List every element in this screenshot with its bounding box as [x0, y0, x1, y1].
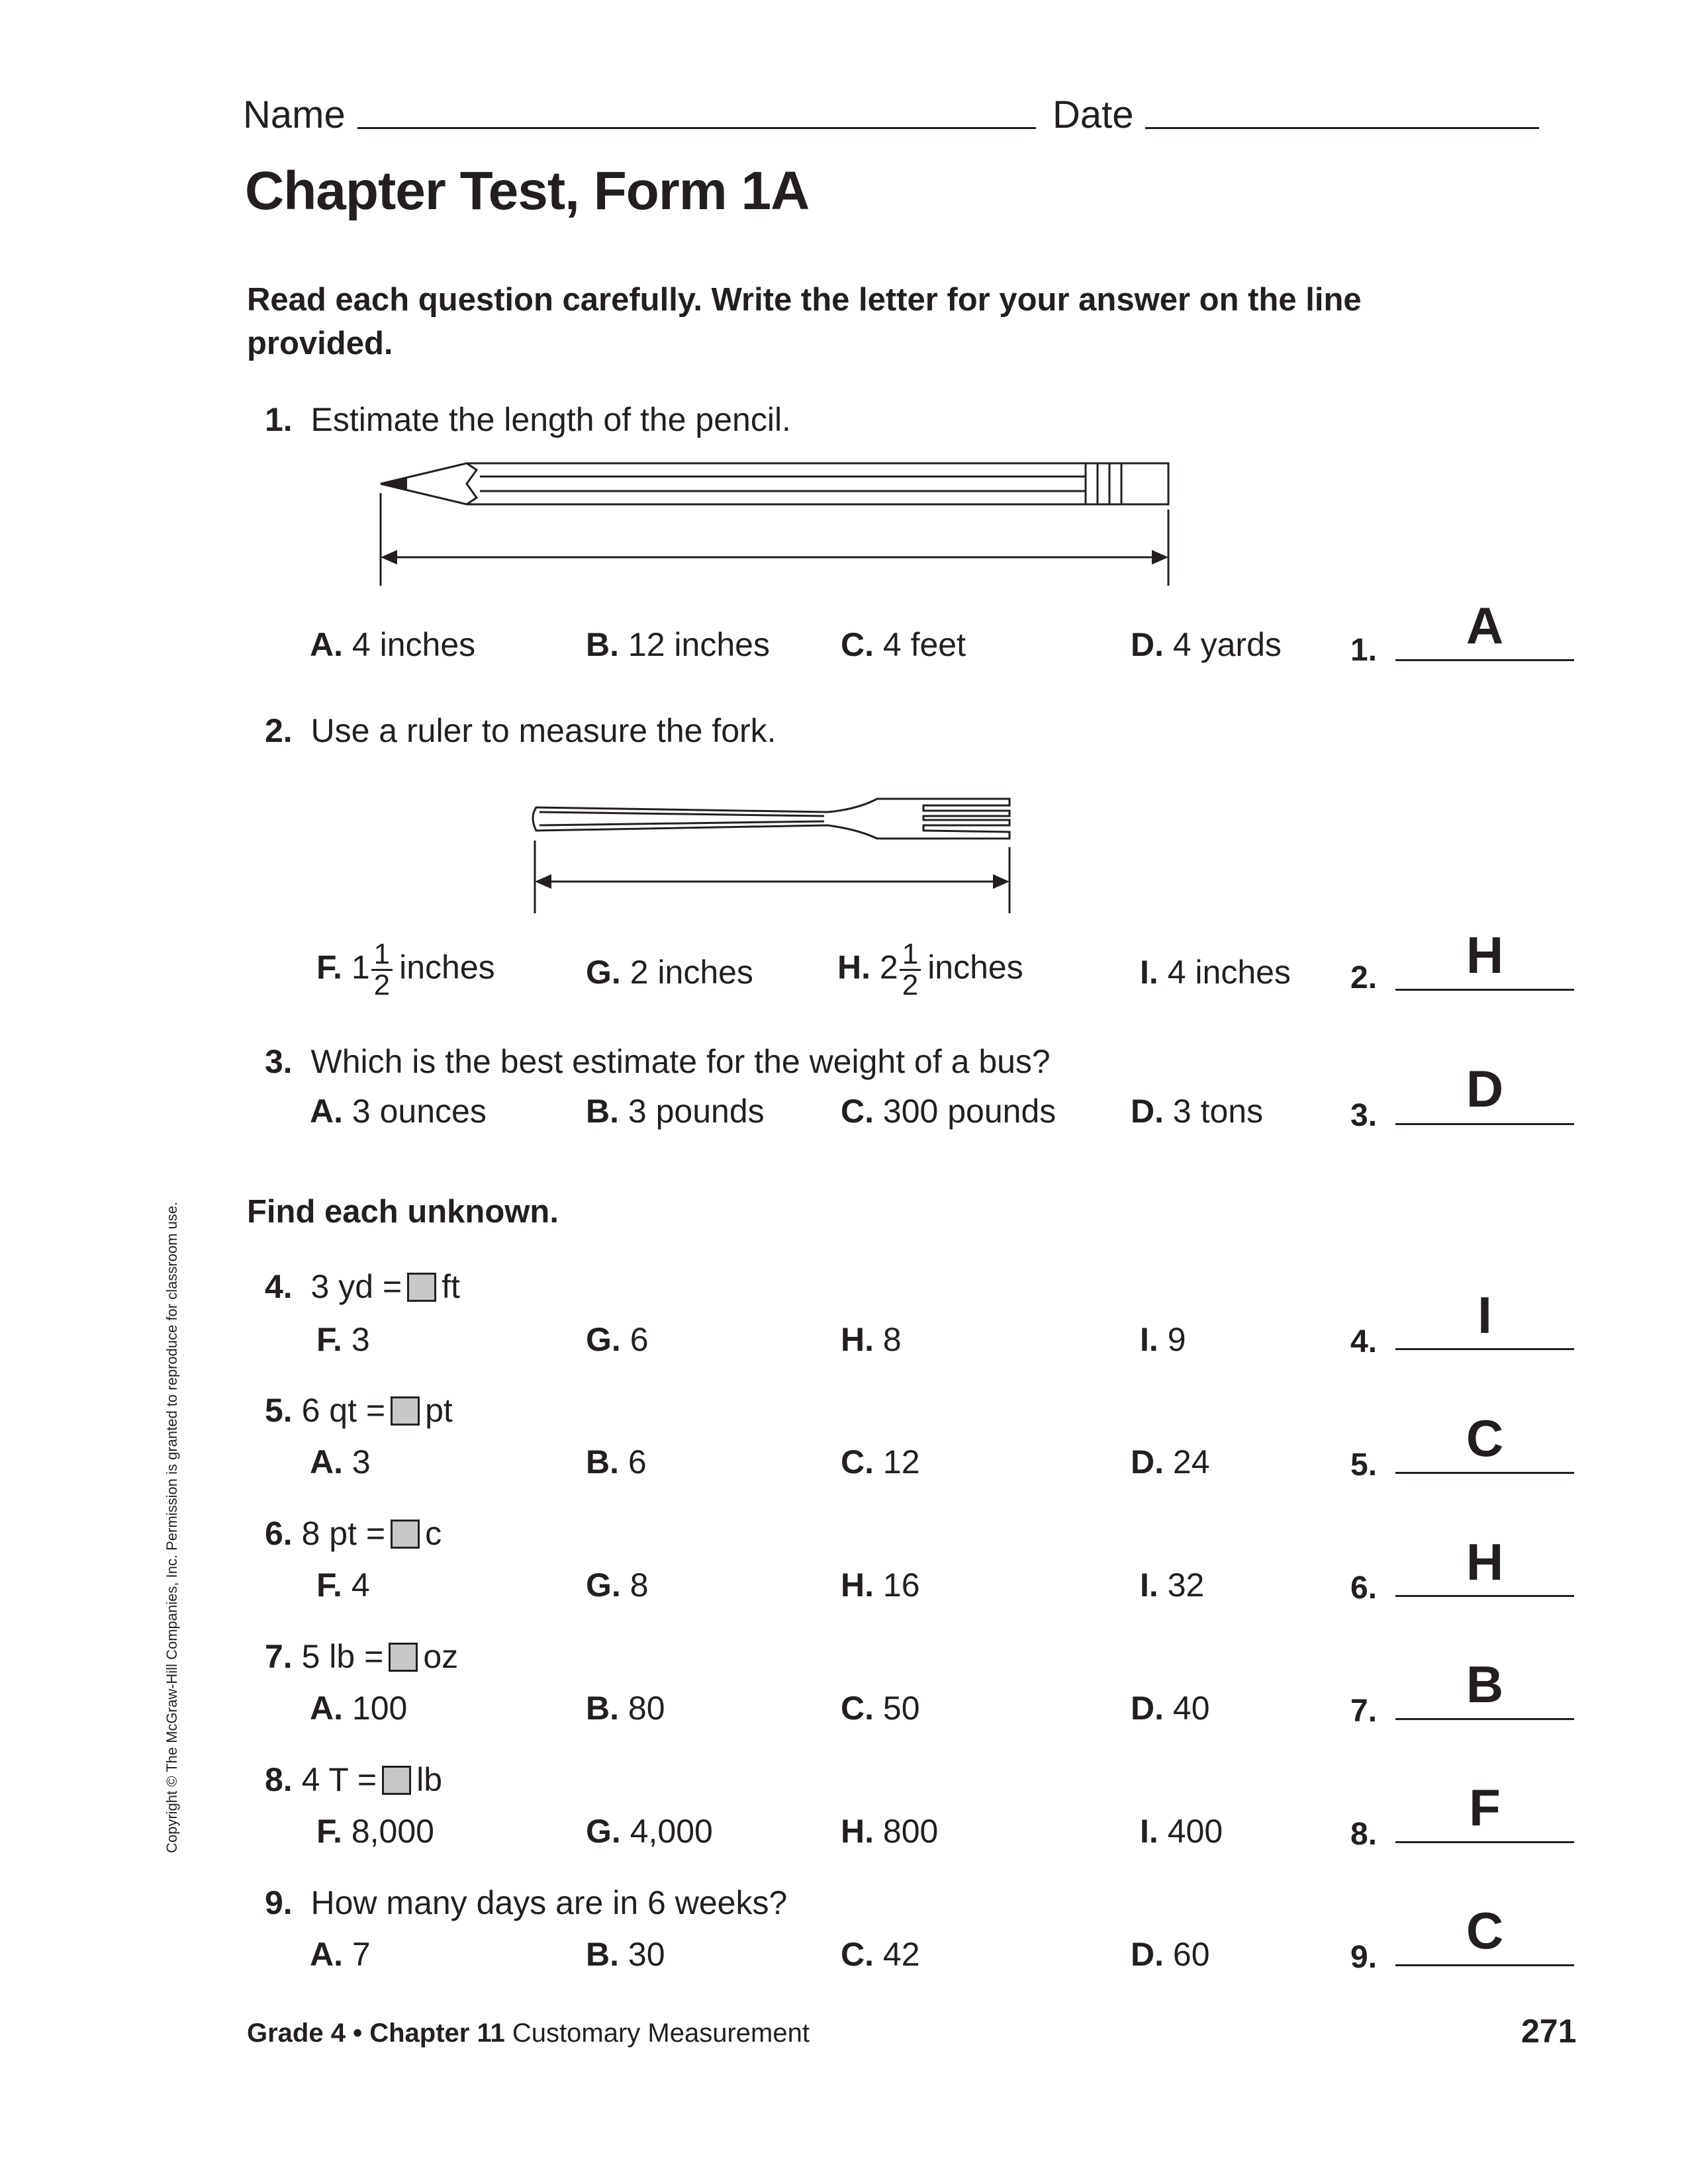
- answer-9[interactable]: C: [1466, 1901, 1504, 1960]
- page-title: Chapter Test, Form 1A: [245, 161, 810, 221]
- section-heading: Find each unknown.: [247, 1194, 559, 1230]
- answer-label-6: 6.: [1350, 1570, 1378, 1606]
- q8-option-i[interactable]: I. 400: [1140, 1813, 1223, 1850]
- q4-option-i[interactable]: I. 9: [1140, 1321, 1186, 1358]
- answer-7[interactable]: B: [1466, 1655, 1504, 1713]
- question-4: 4. 3 yd = ft: [265, 1268, 460, 1305]
- question-3: 3. Which is the best estimate for the weight of a bus?: [265, 1043, 1051, 1080]
- q9-option-b[interactable]: B. 30: [586, 1936, 665, 1973]
- answer-6[interactable]: H: [1466, 1533, 1504, 1591]
- q3-option-d[interactable]: D. 3 tons: [1131, 1093, 1264, 1130]
- q6-option-i[interactable]: I. 32: [1140, 1567, 1205, 1604]
- q1-option-b[interactable]: B. 12 inches: [586, 626, 770, 663]
- question-1: 1. Estimate the length of the pencil.: [265, 401, 791, 438]
- answer-line-4: [1395, 1348, 1574, 1350]
- answer-1[interactable]: A: [1466, 596, 1504, 655]
- q8-option-h[interactable]: H. 800: [841, 1813, 939, 1850]
- q8-option-g[interactable]: G. 4,000: [586, 1813, 713, 1850]
- unknown-box: [407, 1273, 436, 1302]
- answer-line-7: [1395, 1718, 1574, 1720]
- fork-illustration: [526, 791, 1016, 917]
- answer-2[interactable]: H: [1466, 926, 1504, 984]
- question-8: 8. 4 T = lb: [265, 1761, 443, 1798]
- q3-option-b[interactable]: B. 3 pounds: [586, 1093, 765, 1130]
- q1-option-d[interactable]: D. 4 yards: [1131, 626, 1282, 663]
- q5-option-b[interactable]: B. 6: [586, 1443, 647, 1480]
- q3-option-c[interactable]: C. 300 pounds: [841, 1093, 1056, 1130]
- footer-info: Grade 4 • Chapter 11 Customary Measurement: [247, 2019, 810, 2048]
- q7-option-b[interactable]: B. 80: [586, 1690, 665, 1727]
- answer-8[interactable]: F: [1469, 1778, 1501, 1837]
- answer-label-5: 5.: [1350, 1447, 1378, 1482]
- answer-line-6: [1395, 1595, 1574, 1597]
- copyright-notice: Copyright © The McGraw-Hill Companies, Inc. Permission is granted to reproduce for classroom use.: [164, 1201, 180, 1853]
- q2-option-g[interactable]: G. 2 inches: [586, 954, 753, 991]
- answer-label-3: 3.: [1350, 1098, 1378, 1133]
- q7-option-a[interactable]: A. 100: [310, 1690, 408, 1727]
- question-2: 2. Use a ruler to measure the fork.: [265, 712, 776, 749]
- q9-option-a[interactable]: A. 7: [310, 1936, 371, 1973]
- instructions: Read each question carefully. Write the letter for your answer on the line provided.: [247, 282, 1362, 361]
- q1-option-a[interactable]: A. 4 inches: [310, 626, 476, 663]
- name-line[interactable]: [357, 127, 1036, 129]
- answer-line-1: [1395, 659, 1574, 661]
- q8-option-f[interactable]: F. 8,000: [316, 1813, 434, 1850]
- q7-option-c[interactable]: C. 50: [841, 1690, 920, 1727]
- question-9: 9. How many days are in 6 weeks?: [265, 1884, 788, 1921]
- q6-option-f[interactable]: F. 4: [316, 1567, 370, 1604]
- answer-label-8: 8.: [1350, 1817, 1378, 1852]
- q2-option-i[interactable]: I. 4 inches: [1140, 954, 1291, 991]
- q2-option-h[interactable]: H. 2 $\frac{1}{2}$ inches: [837, 938, 1023, 1001]
- q5-option-d[interactable]: D. 24: [1131, 1443, 1210, 1480]
- page-number: 271: [1521, 2013, 1577, 2050]
- name-label: Name: [243, 93, 346, 136]
- q9-option-d[interactable]: D. 60: [1131, 1936, 1210, 1973]
- unknown-box: [382, 1766, 411, 1795]
- question-6: 6. 8 pt = c: [265, 1515, 442, 1552]
- answer-5[interactable]: C: [1466, 1409, 1504, 1467]
- q9-option-c[interactable]: C. 42: [841, 1936, 920, 1973]
- answer-4[interactable]: I: [1477, 1286, 1492, 1344]
- unknown-box: [389, 1643, 418, 1672]
- answer-line-3: [1395, 1123, 1574, 1125]
- q5-option-c[interactable]: C. 12: [841, 1443, 920, 1480]
- q3-option-a[interactable]: A. 3 ounces: [310, 1093, 487, 1130]
- date-label: Date: [1053, 93, 1134, 136]
- answer-label-2: 2.: [1350, 960, 1378, 995]
- answer-line-5: [1395, 1472, 1574, 1474]
- answer-label-7: 7.: [1350, 1694, 1378, 1729]
- answer-label-4: 4.: [1350, 1324, 1378, 1359]
- question-5: 5. 6 qt = pt: [265, 1392, 453, 1429]
- q1-option-c[interactable]: C. 4 feet: [841, 626, 966, 663]
- answer-line-8: [1395, 1841, 1574, 1843]
- q6-option-h[interactable]: H. 16: [841, 1567, 920, 1604]
- answer-3[interactable]: D: [1466, 1060, 1504, 1118]
- answer-line-9: [1395, 1964, 1574, 1966]
- q6-option-g[interactable]: G. 8: [586, 1567, 649, 1604]
- q2-option-f[interactable]: F. 1 $\frac{1}{2}$ inches: [316, 938, 495, 1001]
- q7-option-d[interactable]: D. 40: [1131, 1690, 1210, 1727]
- pencil-illustration: [371, 457, 1178, 592]
- answer-line-2: [1395, 989, 1574, 991]
- unknown-box: [391, 1520, 420, 1549]
- q4-option-f[interactable]: F. 3: [316, 1321, 370, 1358]
- q4-option-g[interactable]: G. 6: [586, 1321, 649, 1358]
- date-line[interactable]: [1145, 127, 1539, 129]
- q4-option-h[interactable]: H. 8: [841, 1321, 902, 1358]
- unknown-box: [391, 1396, 420, 1426]
- q5-option-a[interactable]: A. 3: [310, 1443, 371, 1480]
- question-7: 7. 5 lb = oz: [265, 1638, 459, 1675]
- answer-label-9: 9.: [1350, 1940, 1378, 1975]
- answer-label-1: 1.: [1350, 633, 1378, 668]
